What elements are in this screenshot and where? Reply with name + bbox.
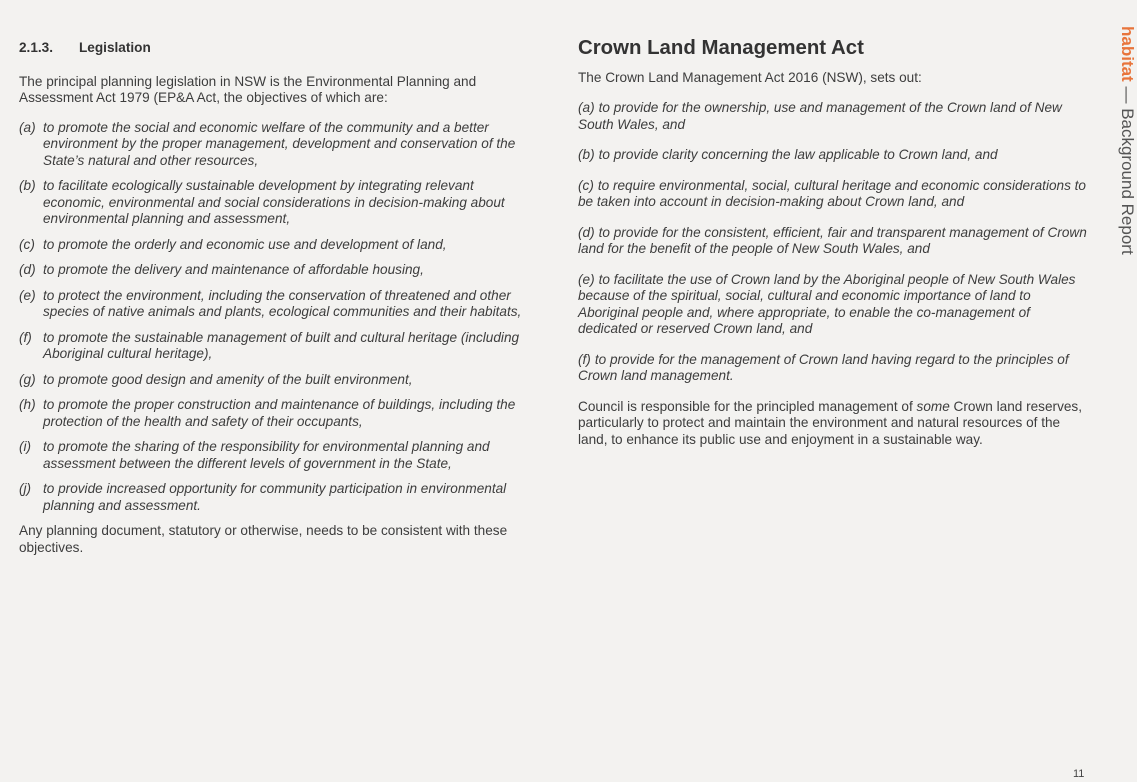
epa-closing-paragraph: Any planning document, statutory or otherwise, needs to be consistent with these objectives.: [19, 523, 508, 555]
separator: —: [1118, 81, 1137, 109]
section-heading: [19, 40, 529, 57]
list-text: to promote the proper construction and maintenance of buildings, including the protection of the health and safety of their occupants,: [43, 397, 516, 429]
list-item: [578, 147, 1088, 164]
council-text-end: Crown land reserves, particularly to protect and maintain the environment and natural resources of the land, to enhance its public use and enjoyment in a sustainable way.: [578, 398, 1082, 447]
list-marker: (d): [19, 262, 36, 277]
list-marker: (b): [578, 147, 595, 162]
list-item: [19, 178, 529, 228]
list-marker: (i): [19, 439, 32, 454]
list-marker: (g): [19, 371, 36, 387]
list-item: [19, 330, 529, 363]
list-marker: (f): [19, 329, 32, 345]
list-item: [19, 288, 529, 321]
list-marker: (j): [19, 481, 32, 496]
list-text: to promote the social and economic welfare of the community and a better environment by the proper management, development and conservation of the State’s natural and other resources,: [43, 119, 516, 168]
list-text: to promote the orderly and economic use and development of land,: [43, 236, 447, 252]
list-text: to provide increased opportunity for community participation in environmental planning and assessment.: [43, 481, 507, 513]
list-text: to protect the environment, including the conservation of threatened and other species of native animals and plants, ecological communities and their habitats,: [43, 287, 522, 319]
section-number: 2.1.3.: [19, 40, 54, 55]
report-title: Background Report: [1118, 108, 1137, 255]
epa-intro-paragraph: The principal planning legislation in NSW is the Environmental Planning and Assessment Act 1979 (EP&A Act, the objectives of which are:: [19, 73, 477, 105]
list-item: [19, 262, 529, 279]
crown-land-heading: Crown Land Management Act: [578, 37, 864, 59]
right-column: [578, 37, 1088, 448]
list-text: to facilitate ecologically sustainable development by integrating relevant economic, environmental and social considerations in decision-making about environmental planning and assessment,: [43, 178, 505, 226]
list-item: [19, 397, 529, 430]
list-marker: (h): [19, 397, 36, 412]
list-marker: (c): [578, 177, 594, 193]
list-marker: (b): [19, 178, 36, 193]
list-text: to provide for the management of Crown land having regard to the principles of Crown land management.: [578, 351, 1069, 383]
list-marker: (e): [19, 287, 36, 303]
list-item: [19, 481, 529, 514]
list-marker: (d): [578, 224, 595, 240]
list-item: [578, 272, 1088, 338]
page-number: 11: [1073, 768, 1085, 780]
council-paragraph: [578, 399, 1088, 449]
section-title: Legislation: [79, 40, 151, 55]
council-text-start: Council is responsible for the principled management of: [578, 398, 917, 414]
brand-logo-text: habitat: [1118, 26, 1137, 82]
list-marker: (a): [578, 100, 595, 115]
report-side-label: [1113, 26, 1137, 256]
list-text: to provide for the consistent, efficient, fair and transparent management of Crown land for the benefit of the people of New South Wales, and: [578, 224, 1087, 256]
list-item: [19, 237, 529, 254]
epa-objectives-list: [19, 120, 529, 515]
list-text: to provide for the ownership, use and management of the Crown land of New South Wales, and: [578, 100, 1062, 132]
list-item: [19, 439, 529, 472]
list-item: [578, 352, 1088, 385]
list-text: to require environmental, social, cultural heritage and economic considerations to be taken into account in decision-making about Crown land, and: [578, 177, 1086, 209]
list-marker: (c): [19, 236, 35, 252]
list-text: to promote the sustainable management of built and cultural heritage (including Aboriginal cultural heritage),: [43, 329, 520, 361]
list-marker: (f): [578, 351, 591, 367]
list-item: [578, 225, 1088, 258]
list-item: [19, 372, 529, 389]
list-text: to promote good design and amenity of the built environment,: [43, 371, 413, 387]
left-column: [19, 40, 529, 556]
list-text: to promote the delivery and maintenance of affordable housing,: [43, 262, 424, 277]
list-text: to promote the sharing of the responsibility for environmental planning and assessment between the different levels of government in the State,: [43, 439, 490, 471]
list-item: [578, 178, 1088, 211]
list-text: to provide clarity concerning the law applicable to Crown land, and: [598, 147, 998, 162]
list-text: to facilitate the use of Crown land by the Aboriginal people of New South Wales because of the spiritual, social, cultural and economic importance of land to Aboriginal people and, where appropriate, to enable the co-management of dedicated or reserved Crown land, and: [578, 271, 1076, 336]
list-item: [19, 120, 529, 170]
crown-land-intro: The Crown Land Management Act 2016 (NSW), sets out:: [578, 69, 922, 85]
council-emphasis: some: [916, 398, 950, 414]
list-item: [578, 100, 1088, 133]
list-marker: (a): [19, 119, 36, 135]
list-marker: (e): [578, 271, 595, 287]
